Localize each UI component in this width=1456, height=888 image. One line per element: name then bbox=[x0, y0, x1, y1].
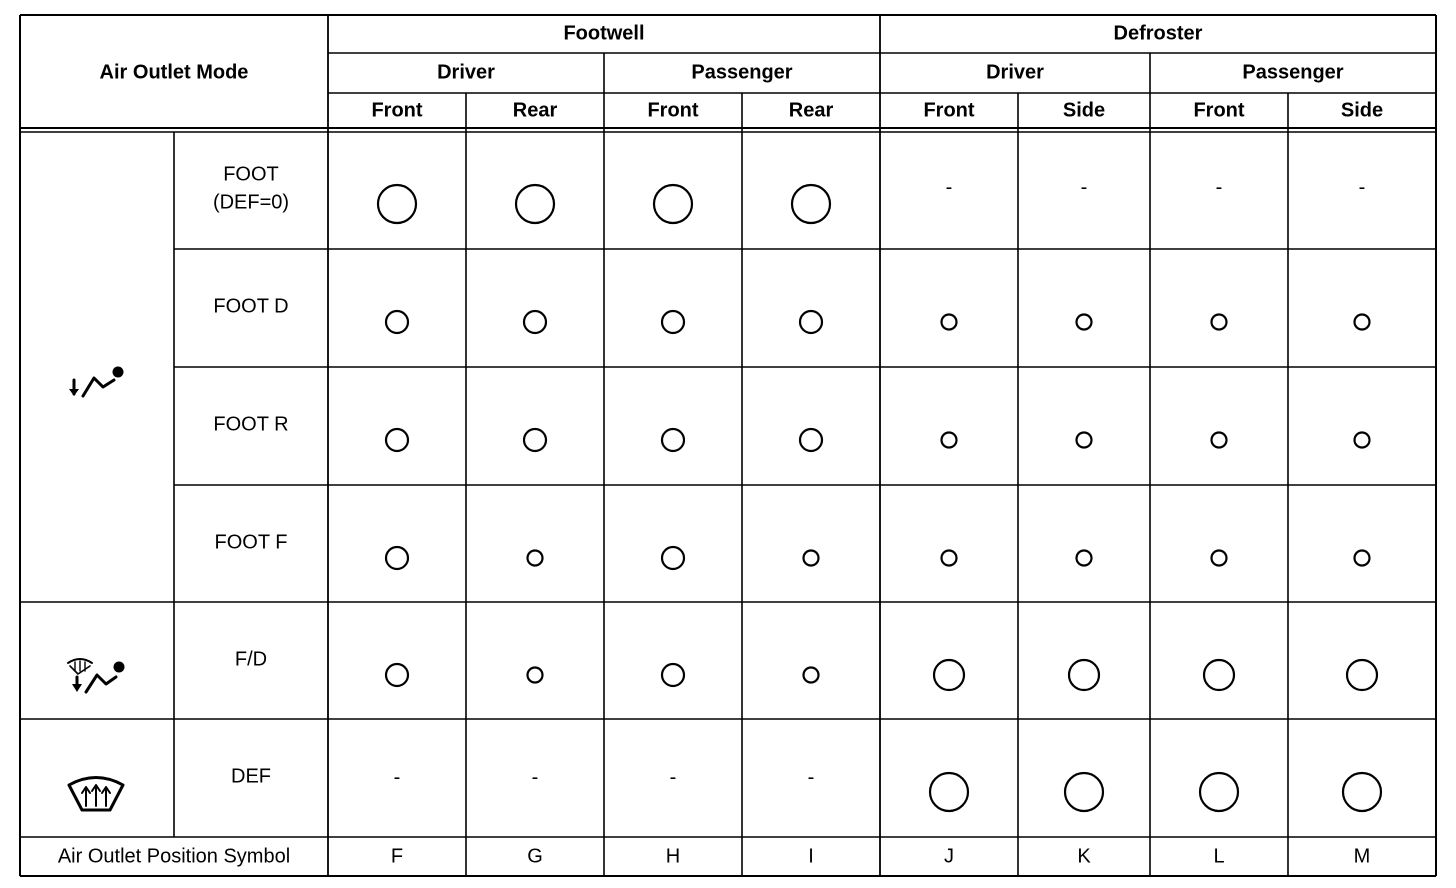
outlet-circle-large bbox=[1065, 773, 1103, 811]
table-content bbox=[58, 22, 1383, 867]
outlet-circle-medium bbox=[662, 664, 684, 686]
header-side: Driver bbox=[437, 61, 495, 84]
outlet-circle-medium bbox=[386, 547, 408, 569]
outlet-circle-medium-large bbox=[1347, 660, 1377, 690]
position-symbol: M bbox=[1353, 845, 1371, 868]
outlet-circle-small bbox=[528, 668, 543, 683]
outlet-circle-medium bbox=[800, 311, 822, 333]
footer-label: Air Outlet Position Symbol bbox=[57, 845, 291, 868]
dash-mark: - bbox=[945, 176, 953, 199]
outlet-circle-large bbox=[930, 773, 968, 811]
outlet-circle-small bbox=[1077, 433, 1092, 448]
header-corner: Air Outlet Mode bbox=[99, 61, 249, 84]
header-position: Rear bbox=[788, 99, 834, 122]
outlet-circle-small bbox=[1077, 551, 1092, 566]
position-symbol: H bbox=[665, 845, 681, 868]
foot-mode-icon bbox=[69, 367, 124, 397]
outlet-circle-medium bbox=[662, 547, 684, 569]
outlet-circle-small bbox=[1355, 551, 1370, 566]
position-symbol: F bbox=[390, 845, 404, 868]
position-symbol: K bbox=[1077, 845, 1091, 868]
outlet-circle-small bbox=[1355, 433, 1370, 448]
dash-mark: - bbox=[531, 766, 539, 789]
header-position: Side bbox=[1340, 99, 1384, 122]
outlet-circle-medium bbox=[386, 664, 408, 686]
dash-mark: - bbox=[1358, 176, 1366, 199]
header-position: Front bbox=[371, 99, 423, 122]
header-footwell: Footwell bbox=[563, 22, 645, 45]
header-position: Front bbox=[923, 99, 975, 122]
dash-mark: - bbox=[1080, 176, 1088, 199]
outlet-circle-medium bbox=[524, 311, 546, 333]
header-position: Front bbox=[1193, 99, 1245, 122]
header-position: Side bbox=[1062, 99, 1106, 122]
position-symbol: L bbox=[1213, 845, 1225, 868]
outlet-circle-large bbox=[378, 185, 416, 223]
outlet-circle-medium-large bbox=[934, 660, 964, 690]
header-defroster: Defroster bbox=[1113, 22, 1203, 45]
outlet-circle-small bbox=[942, 433, 957, 448]
outlet-circle-medium bbox=[386, 311, 408, 333]
outlet-circle-large bbox=[1343, 773, 1381, 811]
mode-label: FOOT bbox=[223, 163, 279, 186]
header-side: Driver bbox=[986, 61, 1044, 84]
defrost-mode-icon bbox=[69, 778, 123, 811]
outlet-circle-medium bbox=[800, 429, 822, 451]
header-side: Passenger bbox=[1242, 61, 1344, 84]
position-symbol: I bbox=[808, 845, 814, 868]
dash-mark: - bbox=[1215, 176, 1223, 199]
outlet-circle-large bbox=[654, 185, 692, 223]
position-symbol: J bbox=[944, 845, 954, 868]
outlet-circle-large bbox=[1200, 773, 1238, 811]
mode-label: DEF bbox=[231, 765, 271, 788]
mode-label: FOOT D bbox=[213, 295, 289, 318]
mode-label: FOOT R bbox=[213, 413, 289, 436]
dash-mark: - bbox=[393, 766, 401, 789]
outlet-circle-small bbox=[1355, 315, 1370, 330]
outlet-circle-small bbox=[942, 551, 957, 566]
outlet-circle-small bbox=[804, 668, 819, 683]
mode-label: FOOT F bbox=[214, 531, 288, 554]
outlet-circle-small bbox=[1077, 315, 1092, 330]
mode-label: F/D bbox=[234, 648, 268, 671]
mode-label: (DEF=0) bbox=[212, 191, 290, 214]
outlet-circle-medium-large bbox=[1069, 660, 1099, 690]
outlet-circle-large bbox=[516, 185, 554, 223]
outlet-circle-small bbox=[1212, 551, 1227, 566]
header-position: Rear bbox=[512, 99, 558, 122]
header-side: Passenger bbox=[691, 61, 793, 84]
outlet-circle-small bbox=[942, 315, 957, 330]
foot-defrost-mode-icon bbox=[68, 659, 125, 692]
outlet-circle-large bbox=[792, 185, 830, 223]
outlet-circle-medium bbox=[524, 429, 546, 451]
outlet-circle-medium bbox=[662, 429, 684, 451]
outlet-circle-medium bbox=[662, 311, 684, 333]
dash-mark: - bbox=[807, 766, 815, 789]
position-symbol: G bbox=[527, 845, 543, 868]
header-position: Front bbox=[647, 99, 699, 122]
outlet-circle-medium bbox=[386, 429, 408, 451]
dash-mark: - bbox=[669, 766, 677, 789]
outlet-circle-small bbox=[1212, 433, 1227, 448]
outlet-circle-small bbox=[804, 551, 819, 566]
outlet-circle-medium-large bbox=[1204, 660, 1234, 690]
outlet-circle-small bbox=[1212, 315, 1227, 330]
outlet-circle-small bbox=[528, 551, 543, 566]
